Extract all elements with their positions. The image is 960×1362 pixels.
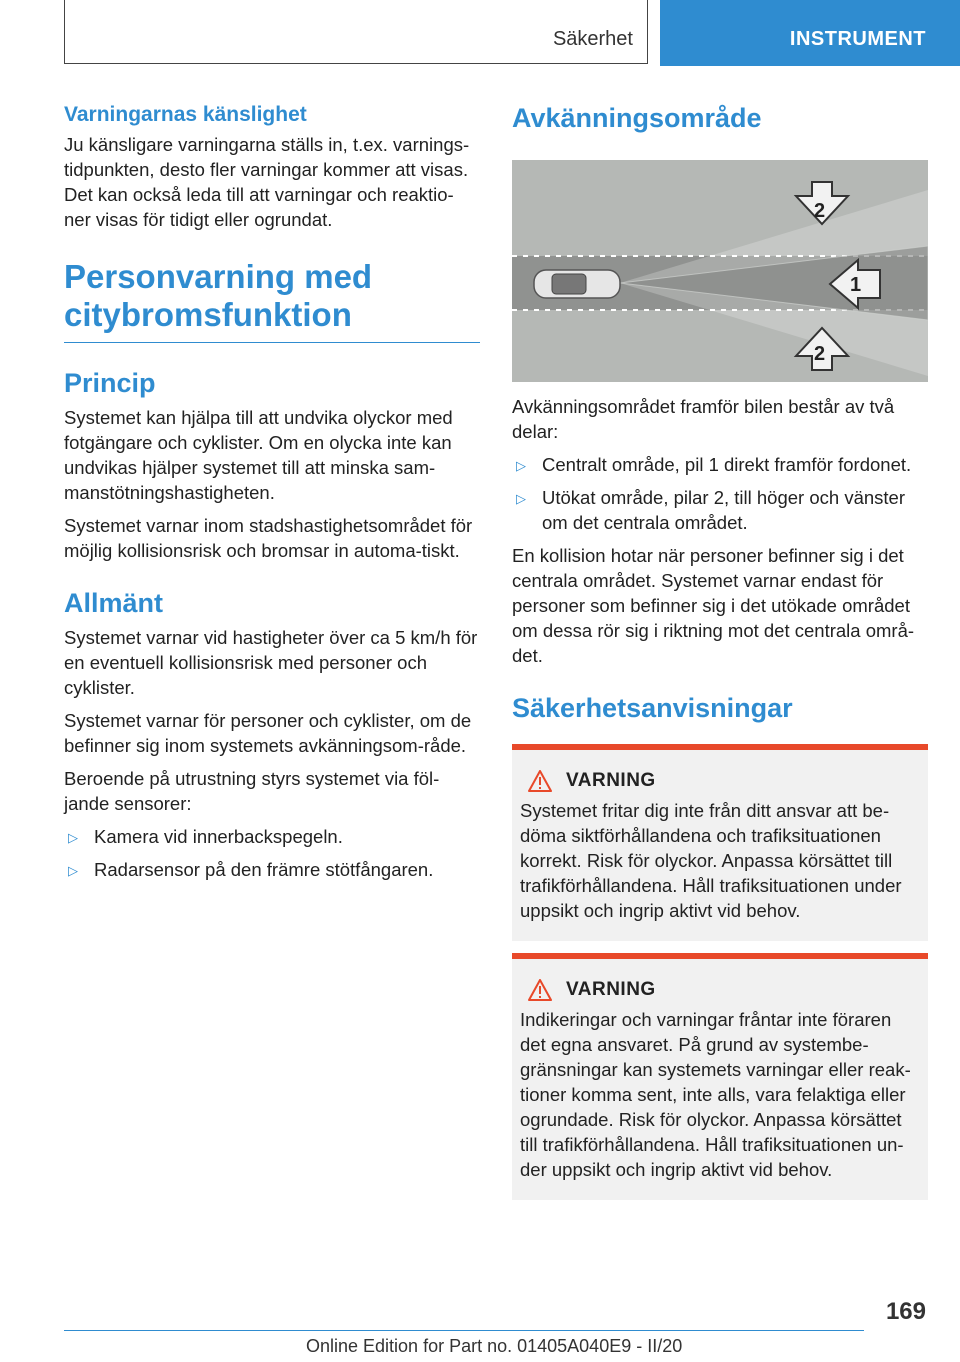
paragraph-allmant-3: Beroende på utrustning styrs systemet via föl-jande sensorer: [64, 768, 440, 814]
area-list [512, 452, 928, 535]
warning-triangle-icon [528, 979, 552, 1001]
paragraph-allmant-1: Systemet varnar vid hastigheter över ca 5 km/h för en eventuell kollisionsrisk med personer och cyklister. [64, 627, 478, 698]
list-item-text: Centralt område, pil 1 direkt framför fordonet. [542, 454, 912, 475]
arrow-label-top: 2 [814, 200, 826, 222]
list-item-text: Utökat område, pilar 2, till höger och vänster om det centrala området. [542, 487, 905, 533]
heading-detection-area: Avkänningsområde [512, 103, 762, 133]
arrow-label-bottom: 2 [814, 343, 826, 365]
warning-text: Systemet fritar dig inte från ditt ansvar att be-döma siktförhållandena och trafiksituationen korrekt. Risk för olyckor. Anpassa körsättet till trafikförhållandena. Håll trafiksituationen under uppsikt och ingrip aktivt vid behov. [520, 800, 902, 921]
main-heading: Personvarning med citybromsfunktion [64, 258, 480, 343]
paragraph-sensitivity: Ju känsligare varningarna ställs in, t.ex. varnings-tidpunkten, desto fler varningar kommer att visas. Det kan också leda till att varningar och reaktio-ner visas för tidigt eller ogrundat. [64, 134, 470, 230]
heading-princip: Princip [64, 368, 156, 398]
sensor-list [64, 824, 480, 882]
bullet-triangle-icon: ▷ [516, 458, 526, 473]
list-item [512, 452, 928, 477]
warning-text: Indikeringar och varningar fråntar inte föraren det egna ansvaret. På grund av systembe-gränsningar kan systemets varningar eller reak-tioner komma sent, inte alls, vara felaktiga eller ogrundade. Risk för olyckor. Anpassa körsättet till trafikförhållandena. Håll trafiksituationen un-der uppsikt och ingrip aktivt vid behov. [520, 1009, 911, 1180]
warning-box [512, 744, 928, 941]
section-tab [64, 0, 648, 64]
bullet-triangle-icon: ▷ [68, 830, 78, 845]
heading-allmant: Allmänt [64, 588, 164, 618]
warning-box [512, 953, 928, 1200]
warning-title: VARNING [566, 770, 656, 791]
list-item [512, 485, 928, 535]
section-tab-label: Säkerhet [552, 28, 633, 50]
detection-area-diagram [512, 160, 928, 382]
car-icon [534, 270, 620, 298]
heading-sensitivity: Varningarnas känslighet [64, 103, 307, 126]
paragraph-detection-1: Avkänningsområdet framför bilen består av två delar: [512, 396, 895, 442]
list-item [64, 824, 480, 849]
footer-divider [64, 1330, 864, 1331]
chapter-tab-label: INSTRUMENT [789, 28, 926, 50]
paragraph-detection-2: En kollision hotar när personer befinner sig i det centrala området. Systemet varnar endast för personer som befinner sig i det utökade området om dessa rör sig i riktning mot det centrala områ-det. [512, 545, 915, 666]
warning-title: VARNING [566, 979, 656, 1000]
right-column [512, 100, 928, 1212]
bullet-triangle-icon: ▷ [516, 491, 526, 506]
chapter-tab [660, 0, 960, 66]
list-item [64, 857, 480, 882]
paragraph-princip-1: Systemet kan hjälpa till att undvika olyckor med fotgängare och cyklister. Om en olycka inte kan undvikas hjälper systemet till att minska sam-manstötningshastigheten. [64, 407, 453, 503]
heading-safety: Säkerhetsanvisningar [512, 693, 793, 723]
arrow-label-middle: 1 [850, 274, 862, 296]
paragraph-allmant-2: Systemet varnar för personer och cyklister, om de befinner sig inom systemets avkänningsom-råde. [64, 710, 472, 756]
warning-triangle-icon [528, 770, 552, 792]
list-item-text: Kamera vid innerbackspegeln. [94, 826, 343, 847]
left-column [64, 100, 480, 890]
footer-edition: Online Edition for Part no. 01405A040E9 - II/20 [306, 1336, 683, 1356]
paragraph-princip-2: Systemet varnar inom stadshastighetsområdet för möjlig kollisionsrisk och bromsar in automa-tiskt. [64, 515, 473, 561]
bullet-triangle-icon: ▷ [68, 863, 78, 878]
list-item-text: Radarsensor på den främre stötfångaren. [94, 859, 434, 880]
page-number: 169 [885, 1298, 926, 1325]
